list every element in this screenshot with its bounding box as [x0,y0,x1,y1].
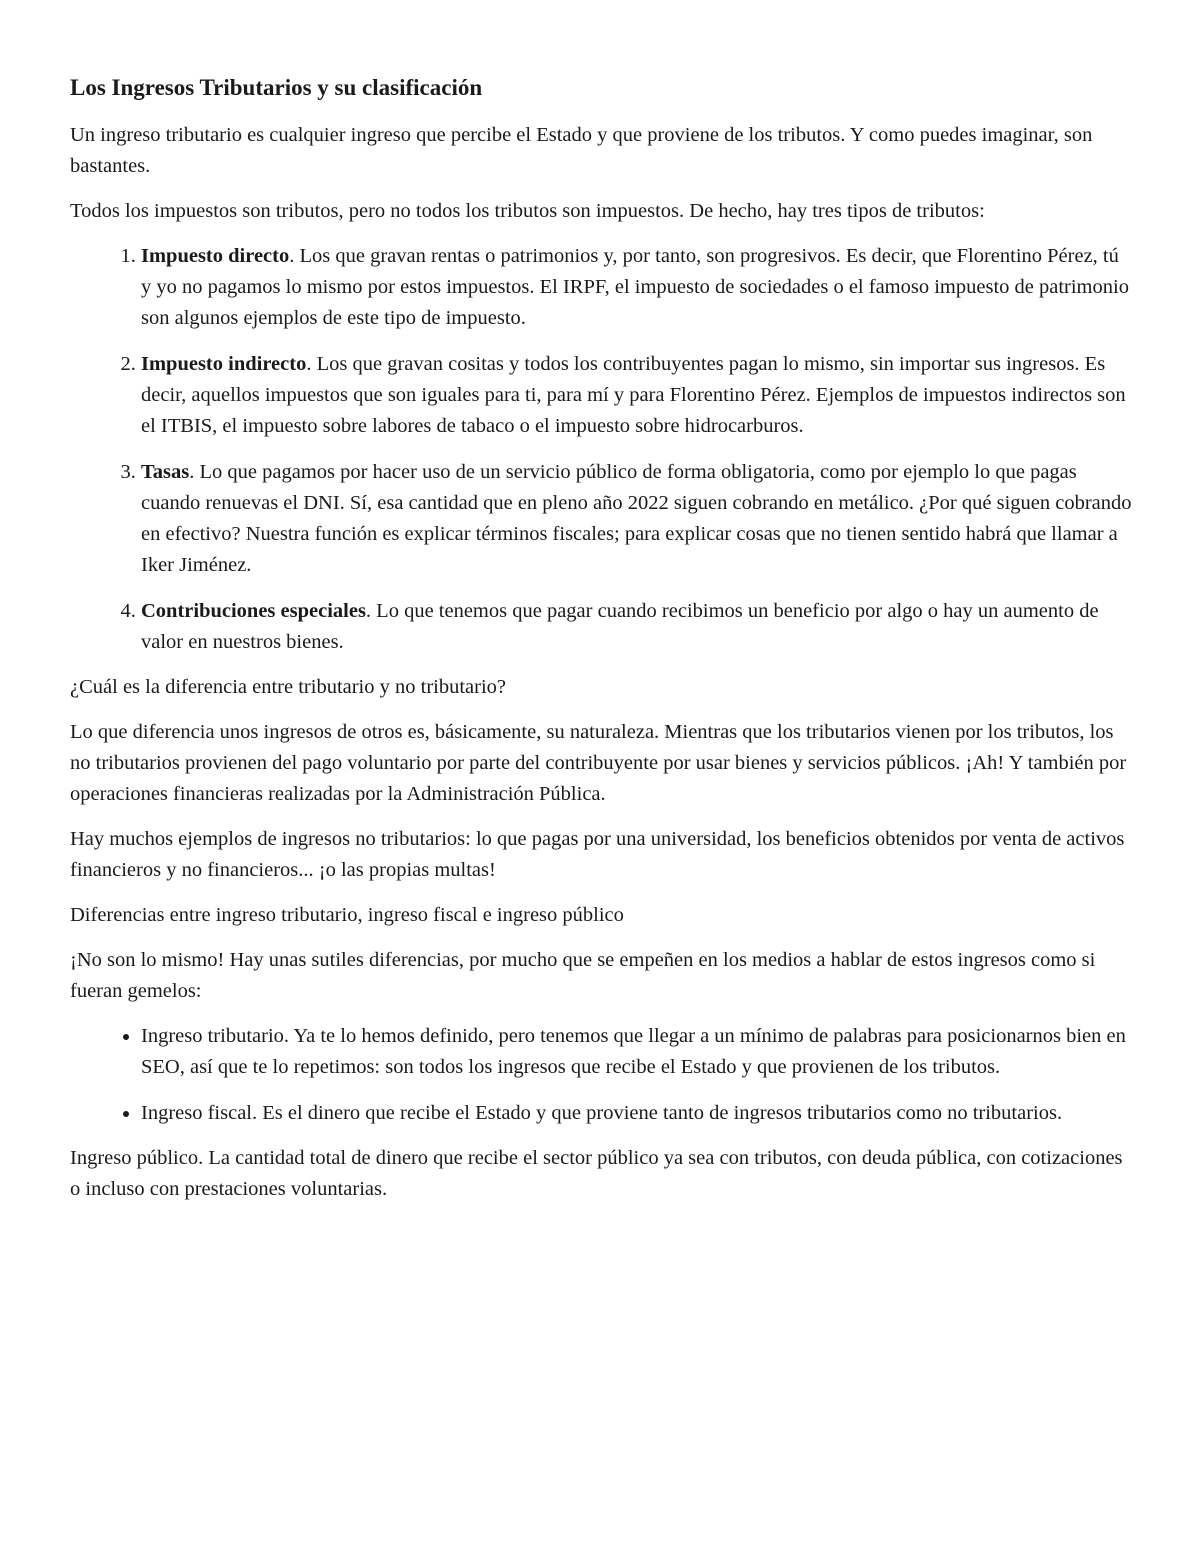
differences-intro-paragraph: ¡No son lo mismo! Hay unas sutiles diferencias, por mucho que se empeñen en los medios a hablar de estos ingresos como si fueran gemelos: [70,949,1096,1002]
list-item-text: . Los que gravan rentas o patrimonios y, por tanto, son progresivos. Es decir, que Florentino Pérez, tú y yo no pagamos lo mismo por estos impuestos. El IRPF, el impuesto de sociedades o el famoso impuesto de patrimonio son algunos ejemplos de este tipo de impuesto. [141,245,1129,329]
list-item [141,457,1132,581]
intro-paragraph: Un ingreso tributario es cualquier ingreso que percibe el Estado y que proviene de los tributos. Y como puedes imaginar, son bastantes. [70,124,1093,177]
tribute-types-list [70,241,1132,658]
list-item [141,349,1132,442]
difference-paragraph-1: Lo que diferencia unos ingresos de otros es, básicamente, su naturaleza. Mientras que los tributarios vienen por los tributos, los no tributarios provienen del pago voluntario por parte del contribuyente por usar bienes y servicios públicos. ¡Ah! Y también por operaciones financieras realizadas por la Administración Pública. [70,721,1127,805]
income-types-list [70,1021,1132,1129]
list-item: • Ingreso fiscal. Es el dinero que recibe el Estado y que proviene tanto de ingresos tributarios como no tributarios. [141,1098,1132,1129]
list-item-term: Contribuciones especiales [141,600,366,622]
document-page [70,70,1132,1219]
list-item-term: Tasas [141,461,190,483]
list-item: • Ingreso tributario. Ya te lo hemos definido, pero tenemos que llegar a un mínimo de palabras para posicionarnos bien en SEO, así que te lo repetimos: son todos los ingresos que recibe el Estado y que provienen de los tributos. [141,1021,1132,1083]
document-title: Los Ingresos Tributarios y su clasificación [70,75,483,100]
list-item-text: . Los que gravan cositas y todos los contribuyentes pagan lo mismo, sin importar sus ingresos. Es decir, aquellos impuestos que son iguales para ti, para mí y para Florentino Pérez. Ejemplos de impuestos indirectos son el ITBIS, el impuesto sobre labores de tabaco o el impuesto sobre hidrocarburos. [141,353,1126,437]
list-item-term: Impuesto directo [141,245,290,267]
closing-paragraph: Ingreso público. La cantidad total de dinero que recibe el sector público ya sea con tributos, con deuda pública, con cotizaciones o incluso con prestaciones voluntarias. [70,1147,1123,1200]
list-item-text: . Lo que pagamos por hacer uso de un servicio público de forma obligatoria, como por ejemplo lo que pagas cuando renuevas el DNI. Sí, esa cantidad que en pleno año 2022 siguen cobrando en metálico. ¿Por qué siguen cobrando en efectivo? Nuestra función es explicar términos fiscales; para explicar cosas que no tienen sentido habrá que llamar a Iker Jiménez. [141,461,1132,576]
difference-paragraph-2: Hay muchos ejemplos de ingresos no tributarios: lo que pagas por una universidad, los beneficios obtenidos por venta de activos financieros y no financieros... ¡o las propias multas! [70,828,1125,881]
list-item-text: . Lo que tenemos que pagar cuando recibimos un beneficio por algo o hay un aumento de valor en nuestros bienes. [141,600,1099,653]
list-item [141,241,1132,334]
types-intro-paragraph: Todos los impuestos son tributos, pero no todos los tributos son impuestos. De hecho, hay tres tipos de tributos: [70,200,985,222]
difference-heading: ¿Cuál es la diferencia entre tributario y no tributario? [70,676,507,698]
list-item-term: Impuesto indirecto [141,353,307,375]
list-item [141,596,1132,658]
differences-heading: Diferencias entre ingreso tributario, ingreso fiscal e ingreso público [70,904,624,926]
